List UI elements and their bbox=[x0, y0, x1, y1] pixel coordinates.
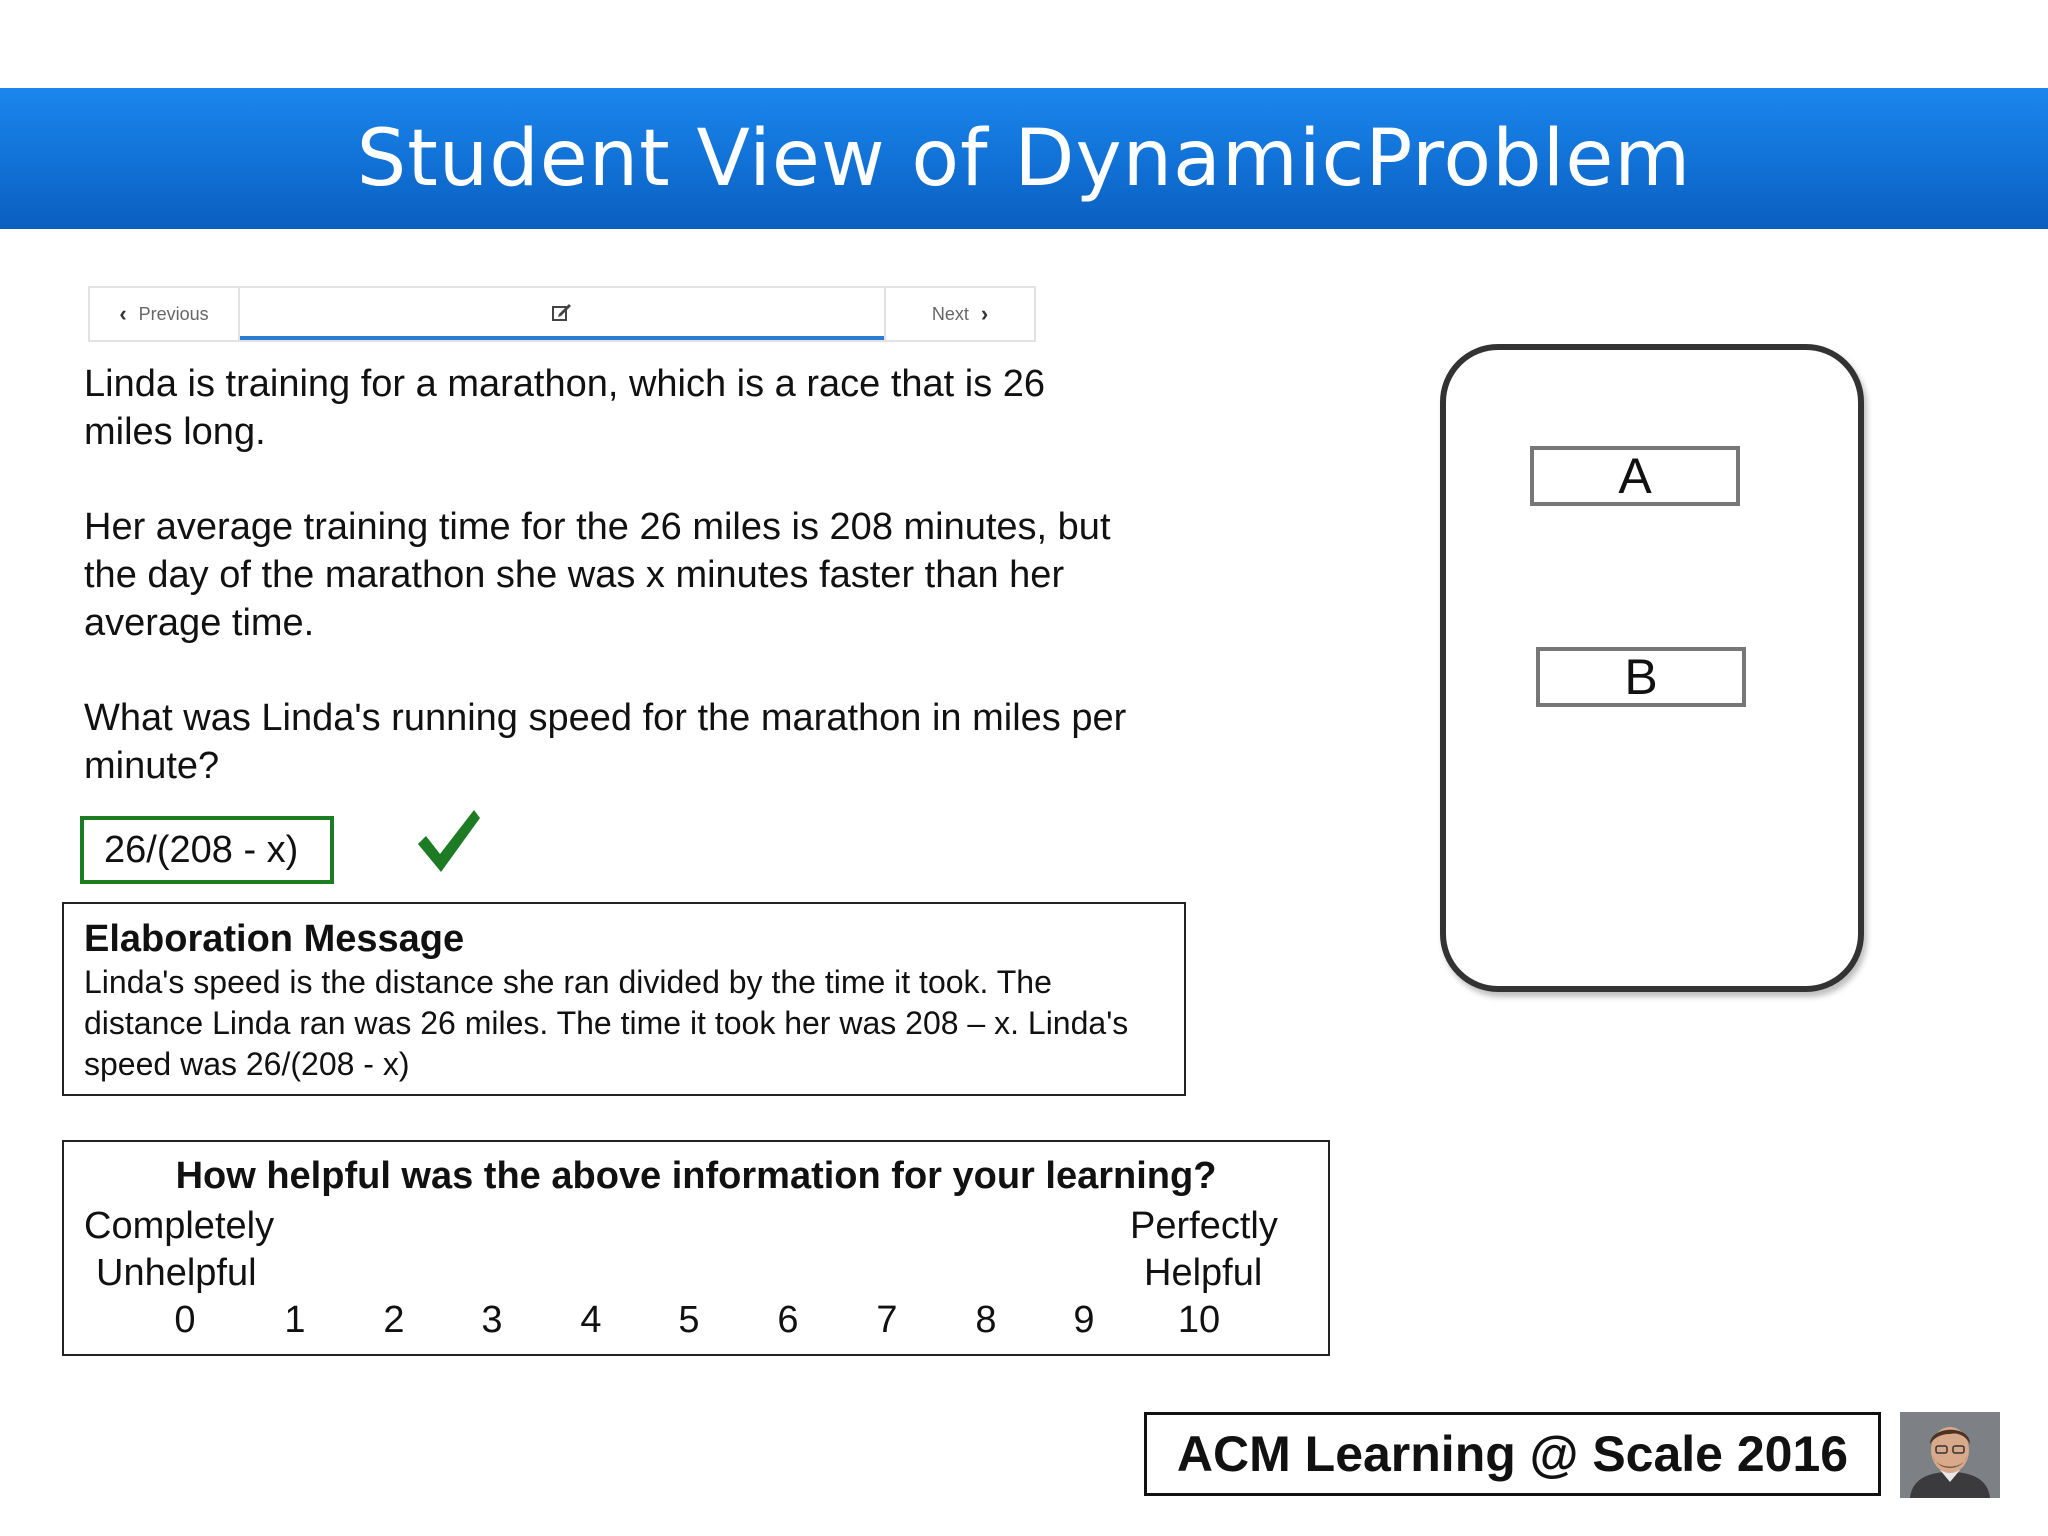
scale-option-4[interactable]: 4 bbox=[580, 1299, 602, 1341]
scale-option-3[interactable]: 3 bbox=[481, 1299, 503, 1341]
title-banner bbox=[0, 88, 2048, 229]
scale-option-8[interactable]: 8 bbox=[975, 1299, 997, 1341]
option-a-label: A bbox=[1618, 448, 1652, 504]
scale-option-9[interactable]: 9 bbox=[1073, 1299, 1095, 1341]
conference-text: ACM Learning @ Scale 2016 bbox=[1176, 1426, 1849, 1482]
current-problem-tab[interactable] bbox=[240, 288, 884, 340]
helpfulness-survey bbox=[62, 1140, 1330, 1356]
survey-question: How helpful was the above information for your learning? bbox=[175, 1155, 1217, 1197]
scale-option-5[interactable]: 5 bbox=[678, 1299, 700, 1341]
scale-left-label: Completely bbox=[84, 1205, 275, 1247]
elaboration-body: Linda's speed is the distance she ran divided by the time it took. The distance Linda ran was 26 miles. The time it took her was 208 – x. Linda's speed was 26/(208 - x) bbox=[84, 964, 1129, 1082]
chevron-right-icon: › bbox=[980, 301, 989, 326]
option-b-button[interactable] bbox=[1536, 647, 1746, 707]
slide-title: Student View of DynamicProblem bbox=[356, 113, 1692, 204]
next-button[interactable] bbox=[884, 288, 1034, 340]
option-b-label: B bbox=[1624, 649, 1658, 705]
problem-paragraph: Her average training time for the 26 miles is 208 minutes, but the day of the marathon she was x minutes faster than her average time. bbox=[84, 506, 1111, 644]
scale-option-10[interactable]: 10 bbox=[1177, 1299, 1221, 1341]
option-a-button[interactable] bbox=[1530, 446, 1740, 506]
next-label: Next bbox=[931, 303, 969, 324]
previous-button[interactable] bbox=[90, 288, 240, 340]
scale-option-7[interactable]: 7 bbox=[876, 1299, 898, 1341]
scale-left-label: Unhelpful bbox=[96, 1252, 257, 1294]
elaboration-title: Elaboration Message bbox=[84, 918, 465, 960]
answer-value: 26/(208 - x) bbox=[104, 828, 299, 871]
scale-option-0[interactable]: 0 bbox=[174, 1299, 196, 1341]
checkmark-icon bbox=[412, 806, 484, 878]
person-photo-icon bbox=[1900, 1412, 2000, 1498]
chevron-left-icon: ‹ bbox=[119, 301, 127, 326]
scale-option-6[interactable]: 6 bbox=[777, 1299, 799, 1341]
problem-navigation-bar bbox=[88, 286, 1036, 342]
device-mockup bbox=[1440, 344, 1864, 992]
scale-right-label: Helpful bbox=[1144, 1252, 1263, 1294]
elaboration-message-box bbox=[62, 902, 1186, 1096]
scale-option-1[interactable]: 1 bbox=[284, 1299, 306, 1341]
presenter-avatar bbox=[1900, 1412, 2000, 1498]
problem-text bbox=[84, 360, 1144, 837]
problem-question: What was Linda's running speed for the marathon in miles per minute? bbox=[84, 697, 1127, 787]
scale-right-label: Perfectly bbox=[1130, 1205, 1278, 1247]
previous-label: Previous bbox=[138, 303, 209, 324]
scale-option-2[interactable]: 2 bbox=[383, 1299, 405, 1341]
conference-label bbox=[1144, 1412, 1881, 1496]
problem-paragraph: Linda is training for a marathon, which is a race that is 26 miles long. bbox=[84, 363, 1046, 453]
edit-icon bbox=[551, 302, 573, 322]
answer-input[interactable] bbox=[80, 816, 334, 884]
